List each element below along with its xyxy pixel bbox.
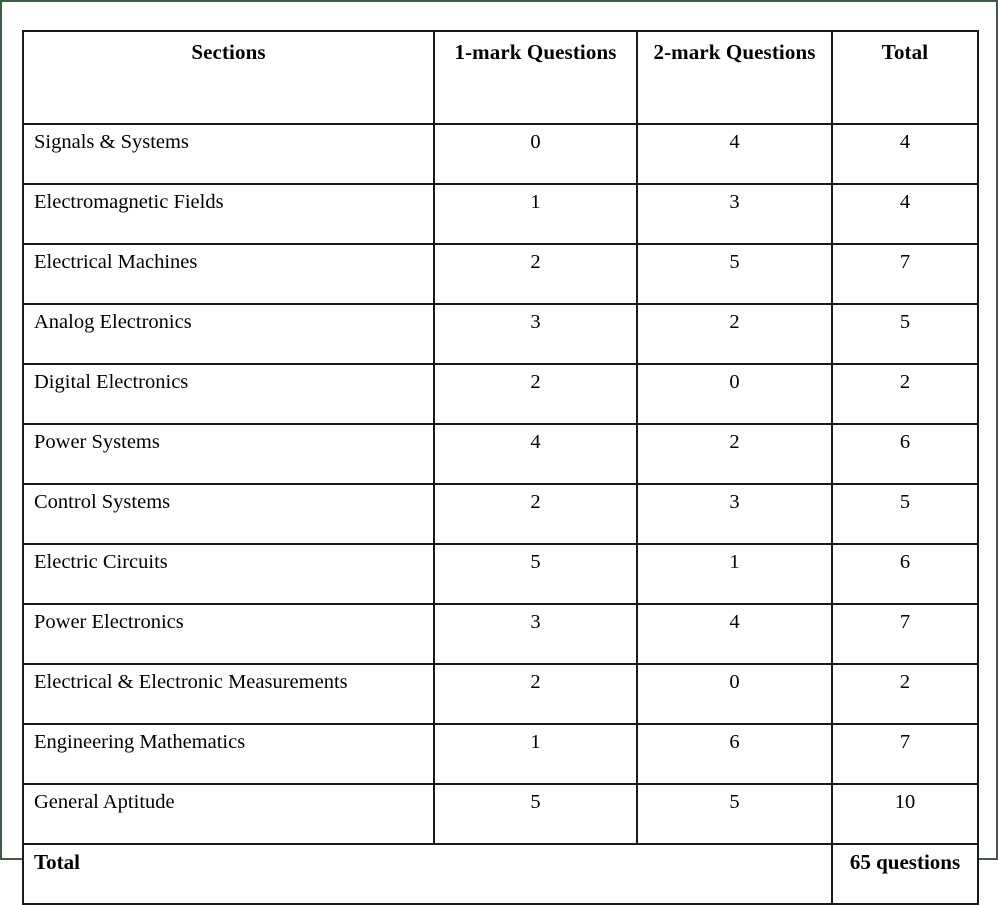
cell-one-mark-count: 0: [434, 124, 637, 184]
cell-section-name: Analog Electronics: [23, 304, 434, 364]
cell-section-name: Power Systems: [23, 424, 434, 484]
cell-one-mark-count: 2: [434, 244, 637, 304]
cell-row-total: 7: [832, 244, 978, 304]
cell-row-total: 4: [832, 184, 978, 244]
table-row: [23, 604, 978, 664]
cell-one-mark-count: 3: [434, 604, 637, 664]
cell-two-mark-count: 4: [637, 124, 832, 184]
cell-row-total: 10: [832, 784, 978, 844]
cell-section-name: Electromagnetic Fields: [23, 184, 434, 244]
cell-row-total: 5: [832, 304, 978, 364]
cell-two-mark-count: 6: [637, 724, 832, 784]
cell-two-mark-count: 2: [637, 304, 832, 364]
table-row: [23, 424, 978, 484]
cell-section-name: Digital Electronics: [23, 364, 434, 424]
cell-section-name: General Aptitude: [23, 784, 434, 844]
table-row: [23, 664, 978, 724]
column-header-total: Total: [832, 31, 978, 124]
table-row: [23, 724, 978, 784]
table-total-row: [23, 844, 978, 904]
cell-section-name: Electric Circuits: [23, 544, 434, 604]
table-header: [23, 31, 978, 124]
total-row-label: Total: [23, 844, 832, 904]
column-header-sections: Sections: [23, 31, 434, 124]
cell-two-mark-count: 4: [637, 604, 832, 664]
cell-section-name: Control Systems: [23, 484, 434, 544]
table-row: [23, 244, 978, 304]
cell-two-mark-count: 3: [637, 484, 832, 544]
table-row: [23, 364, 978, 424]
cell-two-mark-count: 1: [637, 544, 832, 604]
column-header-two-mark-questions: 2-mark Questions: [637, 31, 832, 124]
cell-two-mark-count: 5: [637, 244, 832, 304]
cell-one-mark-count: 5: [434, 544, 637, 604]
cell-one-mark-count: 3: [434, 304, 637, 364]
cell-row-total: 2: [832, 364, 978, 424]
table-row: [23, 484, 978, 544]
cell-one-mark-count: 2: [434, 484, 637, 544]
cell-section-name: Engineering Mathematics: [23, 724, 434, 784]
cell-section-name: Electrical & Electronic Measurements: [23, 664, 434, 724]
table-row: [23, 784, 978, 844]
cell-two-mark-count: 3: [637, 184, 832, 244]
table-body: [23, 124, 978, 844]
table-row: [23, 124, 978, 184]
total-row-value: 65 questions: [832, 844, 978, 904]
cell-two-mark-count: 5: [637, 784, 832, 844]
table-row: [23, 304, 978, 364]
cell-one-mark-count: 4: [434, 424, 637, 484]
table-row: [23, 544, 978, 604]
cell-two-mark-count: 0: [637, 664, 832, 724]
cell-one-mark-count: 2: [434, 664, 637, 724]
table-footer: [23, 844, 978, 904]
cell-one-mark-count: 1: [434, 724, 637, 784]
column-header-one-mark-questions: 1-mark Questions: [434, 31, 637, 124]
cell-two-mark-count: 2: [637, 424, 832, 484]
table-row: [23, 184, 978, 244]
cell-one-mark-count: 1: [434, 184, 637, 244]
cell-section-name: Power Electronics: [23, 604, 434, 664]
cell-row-total: 7: [832, 604, 978, 664]
cell-one-mark-count: 2: [434, 364, 637, 424]
cell-row-total: 6: [832, 424, 978, 484]
cell-row-total: 4: [832, 124, 978, 184]
table-header-row: [23, 31, 978, 124]
cell-section-name: Electrical Machines: [23, 244, 434, 304]
cell-row-total: 2: [832, 664, 978, 724]
exam-pattern-table: [22, 30, 979, 905]
cell-row-total: 6: [832, 544, 978, 604]
cell-row-total: 7: [832, 724, 978, 784]
cell-section-name: Signals & Systems: [23, 124, 434, 184]
cell-row-total: 5: [832, 484, 978, 544]
exam-pattern-table-container: [22, 30, 977, 905]
cell-one-mark-count: 5: [434, 784, 637, 844]
cell-two-mark-count: 0: [637, 364, 832, 424]
